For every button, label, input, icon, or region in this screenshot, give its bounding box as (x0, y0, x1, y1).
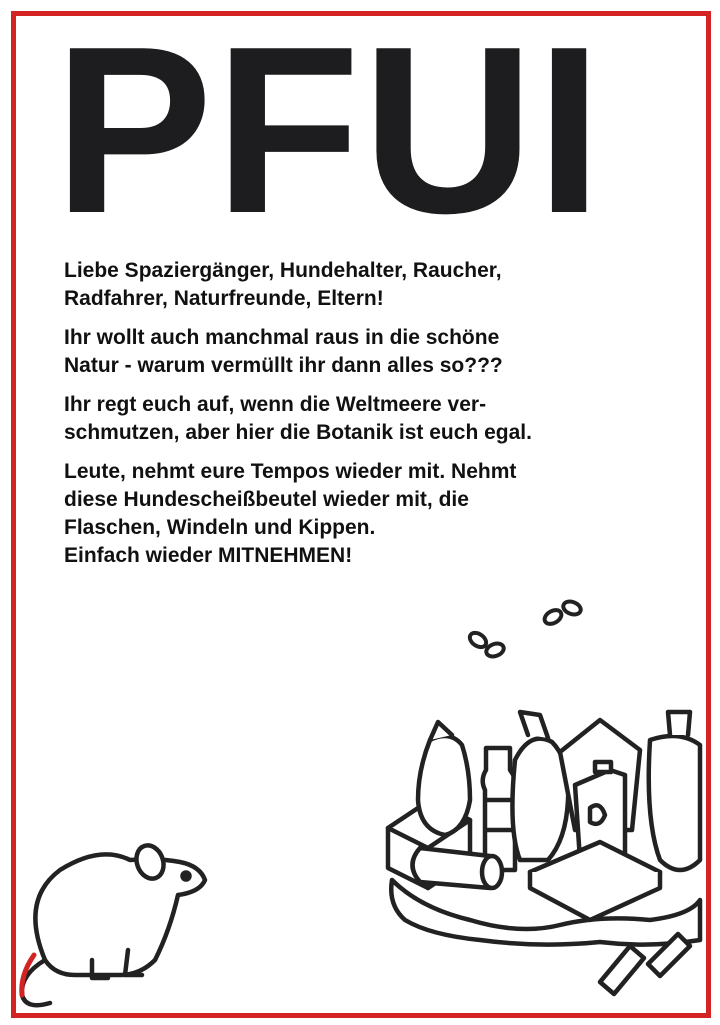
rat-icon (22, 842, 205, 1006)
text-line: schmutzen, aber hier die Botanik ist euch egal. (64, 421, 532, 444)
text-line: Leute, nehmt eure Tempos wieder mit. Nehmt (64, 460, 517, 483)
text-line: Ihr regt euch auf, wenn die Weltmeere ver- (64, 393, 487, 416)
text-line: Natur - warum vermüllt ihr dann alles so??? (64, 354, 503, 377)
text-line: diese Hundescheißbeutel wieder mit, die (64, 488, 469, 511)
text-line: Ihr wollt auch manchmal raus in die schöne (64, 326, 500, 349)
fly-icon (542, 599, 582, 626)
text-line: Radfahrer, Naturfreunde, Eltern! (64, 287, 384, 310)
fly-icon (467, 630, 505, 659)
poster-title: PFUI (54, 0, 605, 263)
text-line: Liebe Spaziergänger, Hundehalter, Raucher, (64, 259, 502, 282)
text-line: Einfach wieder MITNEHMEN! (64, 544, 353, 567)
trash-pile-icon (388, 712, 700, 994)
text-line: Flaschen, Windeln und Kippen. (64, 516, 376, 539)
